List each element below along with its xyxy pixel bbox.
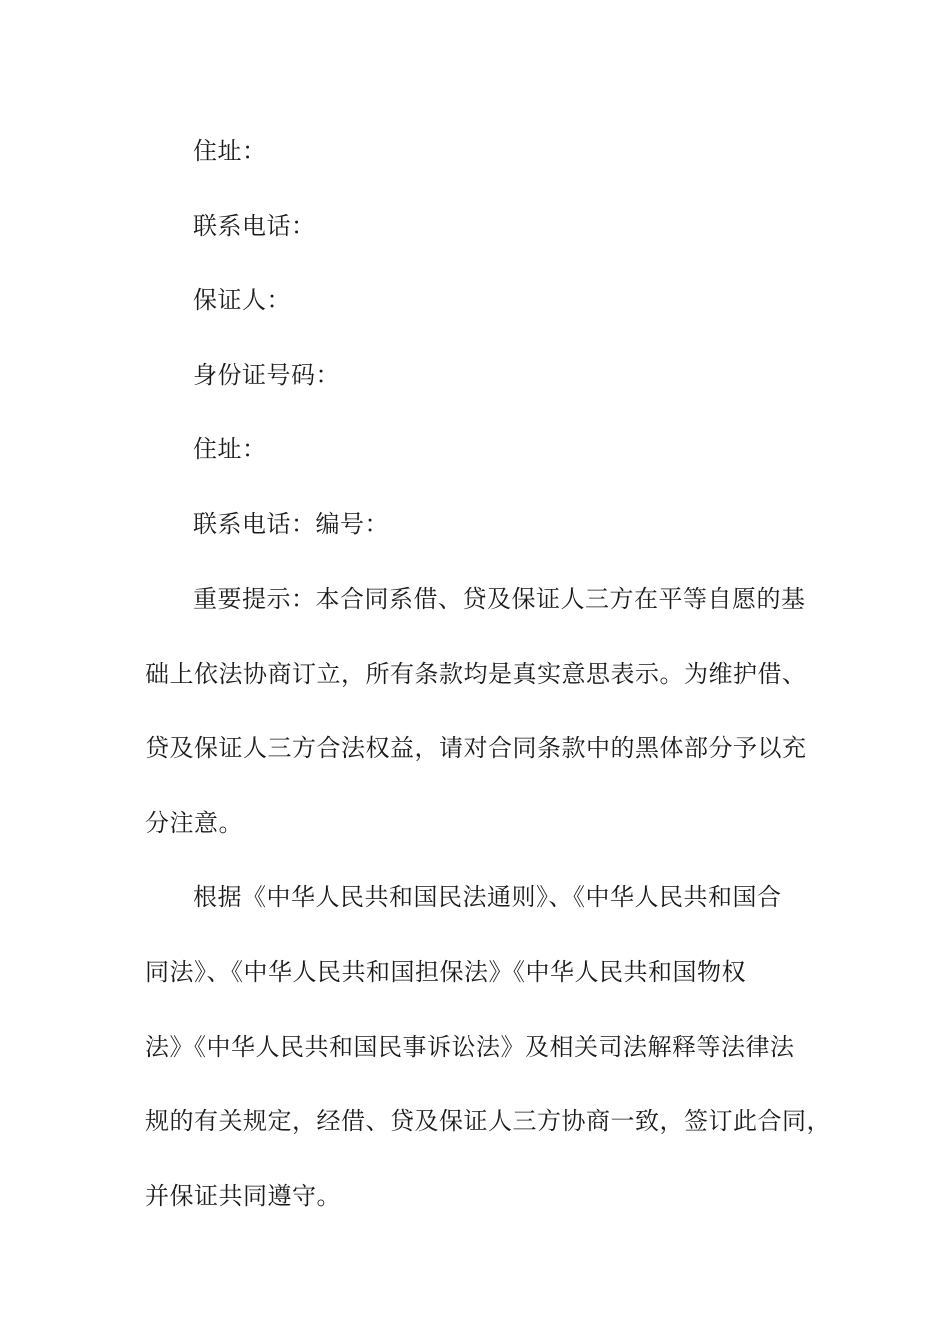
basis-line: 并保证共同遵守。 bbox=[145, 1182, 341, 1210]
basis-line: 规的有关规定，经借、贷及保证人三方协商一致，签订此合同， bbox=[145, 1107, 831, 1135]
field-phone: 联系电话： bbox=[193, 212, 316, 240]
field-guarantor: 保证人： bbox=[193, 286, 291, 314]
notice-line: 重要提示：本合同系借、贷及保证人三方在平等自愿的基 bbox=[193, 585, 806, 613]
notice-line: 础上依法协商订立，所有条款均是真实意思表示。为维护借、 bbox=[145, 660, 807, 688]
basis-line: 同法》、《中华人民共和国担保法》《中华人民共和国物权 bbox=[145, 958, 746, 986]
basis-line: 根据《中华人民共和国民法通则》、《中华人民共和国合 bbox=[193, 883, 782, 911]
notice-line: 贷及保证人三方合法权益，请对合同条款中的黑体部分予以充 bbox=[145, 734, 807, 762]
basis-line: 法》《中华人民共和国民事诉讼法》及相关司法解释等法律法 bbox=[145, 1033, 795, 1061]
notice-line: 分注意。 bbox=[145, 809, 243, 837]
field-guarantor-address: 住址： bbox=[193, 435, 267, 463]
field-address: 住址： bbox=[193, 137, 267, 165]
field-id-number: 身份证号码： bbox=[193, 361, 340, 389]
field-phone-number: 联系电话：编号： bbox=[193, 510, 389, 538]
